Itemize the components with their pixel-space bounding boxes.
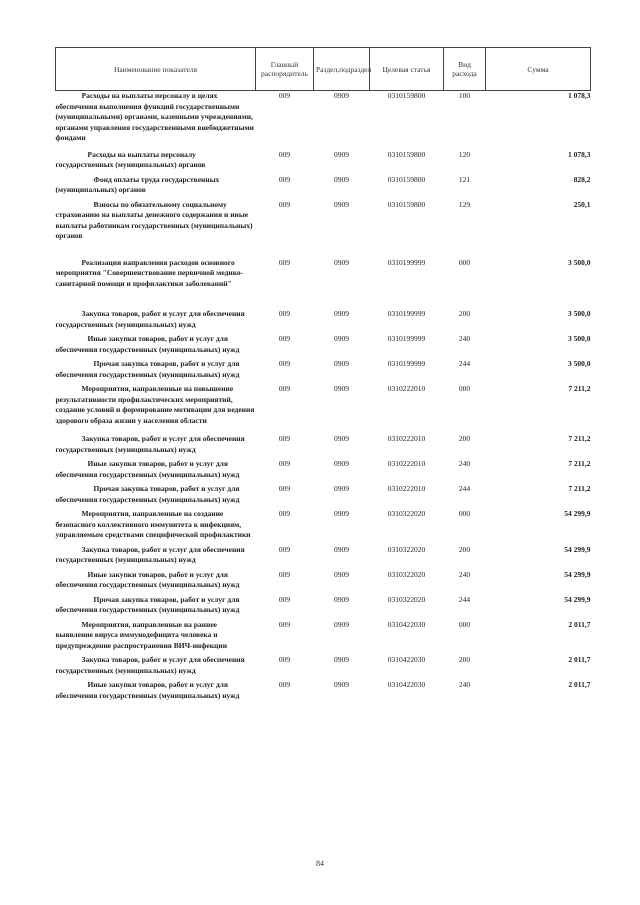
row-sum: 828,2 <box>573 174 591 184</box>
row-type: 120 <box>458 149 471 159</box>
row-target: 0310159800 <box>387 174 426 184</box>
row-name <box>56 200 256 258</box>
table-row <box>56 175 591 200</box>
row-name <box>56 334 256 359</box>
row-sum: 54 299,9 <box>564 569 591 579</box>
table-row <box>56 200 591 258</box>
row-name-text: Реализация направления расходов основного мероприятия "Совершенствование первичной медико-санитарной помощи и профилактики заболеваний" <box>55 257 244 288</box>
row-type: 000 <box>458 509 471 518</box>
row-manager: 009 <box>278 569 291 579</box>
row-name <box>56 91 256 150</box>
row-target: 0310199999 <box>387 359 426 368</box>
row-target: 0310199999 <box>387 309 426 318</box>
table-row <box>56 434 591 459</box>
budget-table <box>55 47 591 705</box>
row-type: 200 <box>458 655 471 664</box>
row-sum: 7 211,2 <box>568 484 591 493</box>
table-row <box>56 459 591 484</box>
row-name <box>56 509 256 545</box>
row-section: 0909 <box>334 174 349 184</box>
row-name <box>56 655 256 680</box>
table-row <box>56 509 591 545</box>
row-manager: 009 <box>278 509 291 518</box>
row-name-text: Закупка товаров, работ и услуг для обеспечения государственных (муниципальных) нужд <box>55 655 245 675</box>
header-section: Раздел,подраздел <box>314 48 370 91</box>
table-row <box>56 484 591 509</box>
table-row <box>56 258 591 310</box>
row-type: 200 <box>458 309 471 318</box>
row-name-text: Прочая закупка товаров, работ и услуг для обеспечения государственных (муниципальных) нужд <box>55 484 240 504</box>
row-name <box>56 150 256 175</box>
table-row <box>56 91 591 150</box>
row-name <box>56 175 256 200</box>
row-name-text: Фонд оплаты труда государственных (муниципальных) органов <box>55 174 220 194</box>
row-section: 0909 <box>334 680 349 689</box>
row-name <box>56 258 256 310</box>
row-target: 0310222010 <box>387 384 426 393</box>
row-manager: 009 <box>278 359 291 368</box>
row-target: 0310199999 <box>387 257 426 267</box>
row-sum: 2 011,7 <box>568 680 591 689</box>
row-target: 0310322020 <box>387 544 426 554</box>
page-number: 84 <box>316 859 324 868</box>
row-sum: 7 211,2 <box>568 384 591 393</box>
row-section: 0909 <box>334 459 349 468</box>
row-target: 0310422030 <box>387 680 426 689</box>
row-manager: 009 <box>278 484 291 493</box>
row-target: 0310322020 <box>387 594 426 604</box>
row-name-text: Прочая закупка товаров, работ и услуг для обеспечения государственных (муниципальных) нужд <box>55 594 240 614</box>
row-section: 0909 <box>334 569 349 579</box>
row-manager: 009 <box>278 174 291 184</box>
table-row <box>56 595 591 620</box>
row-type: 000 <box>458 384 471 393</box>
row-name-text: Мероприятия, направленные на раннее выявление вируса иммунодефицита человека и предупреждение распространения ВИЧ-инфекции <box>55 619 228 650</box>
row-section: 0909 <box>334 484 349 493</box>
row-name-text: Расходы на выплаты персоналу государственных (муниципальных) органов <box>55 149 206 169</box>
table-row <box>56 309 591 334</box>
row-target: 0310422030 <box>387 655 426 664</box>
row-sum: 54 299,9 <box>564 544 591 554</box>
table-row <box>56 150 591 175</box>
row-type: 100 <box>458 91 471 100</box>
row-sum: 250,1 <box>573 199 591 209</box>
row-type: 240 <box>458 569 471 579</box>
row-manager: 009 <box>278 257 291 267</box>
row-manager: 009 <box>278 91 291 100</box>
row-sum: 54 299,9 <box>564 509 591 518</box>
row-name-text: Иные закупки товаров, работ и услуг для обеспечения государственных (муниципальных) нужд <box>55 459 240 479</box>
row-sum: 7 211,2 <box>568 434 591 443</box>
table-row <box>56 570 591 595</box>
row-section: 0909 <box>334 544 349 554</box>
header-sum: Сумма <box>486 48 591 91</box>
row-target: 0310322020 <box>387 569 426 579</box>
header-name: Наименование показателя <box>56 48 256 91</box>
row-section: 0909 <box>334 309 349 318</box>
table-row <box>56 620 591 656</box>
row-type: 240 <box>458 334 471 343</box>
header-type: Вид расхода <box>444 48 486 91</box>
row-sum: 3 500,0 <box>568 334 591 343</box>
row-sum: 2 011,7 <box>568 655 591 664</box>
row-name <box>56 434 256 459</box>
row-manager: 009 <box>278 309 291 318</box>
row-type: 244 <box>458 359 471 368</box>
row-section: 0909 <box>334 91 349 100</box>
row-name <box>56 545 256 570</box>
row-target: 0310422030 <box>387 619 426 629</box>
row-sum: 3 500,0 <box>568 257 591 267</box>
row-type: 244 <box>458 594 471 604</box>
row-manager: 009 <box>278 594 291 604</box>
row-name-text: Прочая закупка товаров, работ и услуг для обеспечения государственных (муниципальных) нужд <box>55 359 240 379</box>
row-manager: 009 <box>278 655 291 664</box>
row-sum: 1 078,3 <box>568 149 591 159</box>
row-name-text: Взносы по обязательному социальному страхованию на выплаты денежного содержания и иные выплаты работникам государственных (муниципальных) органов <box>55 199 253 240</box>
row-sum: 3 500,0 <box>568 359 591 368</box>
row-type: 244 <box>458 484 471 493</box>
row-manager: 009 <box>278 544 291 554</box>
row-type: 129 <box>458 199 471 209</box>
row-sum: 1 078,3 <box>568 91 591 100</box>
row-name <box>56 570 256 595</box>
row-sum: 2 011,7 <box>568 619 591 629</box>
row-name <box>56 359 256 384</box>
row-type: 240 <box>458 680 471 689</box>
header-target: Целевая статья <box>370 48 444 91</box>
row-name-text: Мероприятия, направленные на повышение результативности профилактических мероприятий, создание условий и формирование мотивации для ведения здорового образа жизни у населения области <box>55 384 255 425</box>
row-target: 0310322020 <box>387 509 426 518</box>
row-section: 0909 <box>334 594 349 604</box>
row-section: 0909 <box>334 149 349 159</box>
row-section: 0909 <box>334 509 349 518</box>
row-name-text: Иные закупки товаров, работ и услуг для обеспечения государственных (муниципальных) нужд <box>55 334 240 354</box>
table-body <box>56 91 591 706</box>
row-manager: 009 <box>278 199 291 209</box>
row-manager: 009 <box>278 619 291 629</box>
row-manager: 009 <box>278 680 291 689</box>
row-name-text: Расходы на выплаты персоналу в целях обеспечения выполнения функций государственными (муниципальными) органами, казенными учреждениями, органами управления государственными внебюджетными фондами <box>55 91 254 142</box>
row-name <box>56 484 256 509</box>
row-type: 200 <box>458 434 471 443</box>
row-name <box>56 459 256 484</box>
row-type: 240 <box>458 459 471 468</box>
row-name-text: Закупка товаров, работ и услуг для обеспечения государственных (муниципальных) нужд <box>55 544 245 564</box>
row-section: 0909 <box>334 384 349 393</box>
row-manager: 009 <box>278 434 291 443</box>
row-type: 121 <box>458 174 471 184</box>
row-name-text: Иные закупки товаров, работ и услуг для обеспечения государственных (муниципальных) нужд <box>55 569 240 589</box>
row-sum: 7 211,2 <box>568 459 591 468</box>
table-row <box>56 680 591 705</box>
row-name <box>56 309 256 334</box>
row-name <box>56 620 256 656</box>
table-row <box>56 359 591 384</box>
row-manager: 009 <box>278 334 291 343</box>
row-section: 0909 <box>334 434 349 443</box>
row-section: 0909 <box>334 257 349 267</box>
row-type: 000 <box>458 257 471 267</box>
row-manager: 009 <box>278 459 291 468</box>
row-section: 0909 <box>334 619 349 629</box>
row-name <box>56 384 256 434</box>
row-target: 0310159800 <box>387 91 426 100</box>
row-name <box>56 680 256 705</box>
row-type: 200 <box>458 544 471 554</box>
row-section: 0909 <box>334 655 349 664</box>
row-sum: 3 500,0 <box>568 309 591 318</box>
row-name <box>56 595 256 620</box>
row-target: 0310199999 <box>387 334 426 343</box>
row-target: 0310222010 <box>387 484 426 493</box>
row-type: 000 <box>458 619 471 629</box>
row-section: 0909 <box>334 334 349 343</box>
row-target: 0310222010 <box>387 434 426 443</box>
row-name-text: Закупка товаров, работ и услуг для обеспечения государственных (муниципальных) нужд <box>55 434 245 454</box>
table-row <box>56 334 591 359</box>
table-header-row <box>56 48 591 91</box>
row-manager: 009 <box>278 384 291 393</box>
table-row <box>56 655 591 680</box>
table-row <box>56 545 591 570</box>
row-target: 0310159800 <box>387 199 426 209</box>
table-row <box>56 384 591 434</box>
row-section: 0909 <box>334 359 349 368</box>
row-target: 0310222010 <box>387 459 426 468</box>
row-sum: 54 299,9 <box>564 594 591 604</box>
row-manager: 009 <box>278 149 291 159</box>
row-target: 0310159800 <box>387 149 426 159</box>
row-name-text: Мероприятия, направленные на создание безопасного коллективного иммунитета к инфекциям, управляемым средствами специфической профилактики <box>55 509 251 539</box>
header-manager: Главный распорядитель <box>256 48 314 91</box>
row-name-text: Закупка товаров, работ и услуг для обеспечения государственных (муниципальных) нужд <box>55 309 245 329</box>
row-name-text: Иные закупки товаров, работ и услуг для обеспечения государственных (муниципальных) нужд <box>55 680 240 700</box>
row-section: 0909 <box>334 199 349 209</box>
